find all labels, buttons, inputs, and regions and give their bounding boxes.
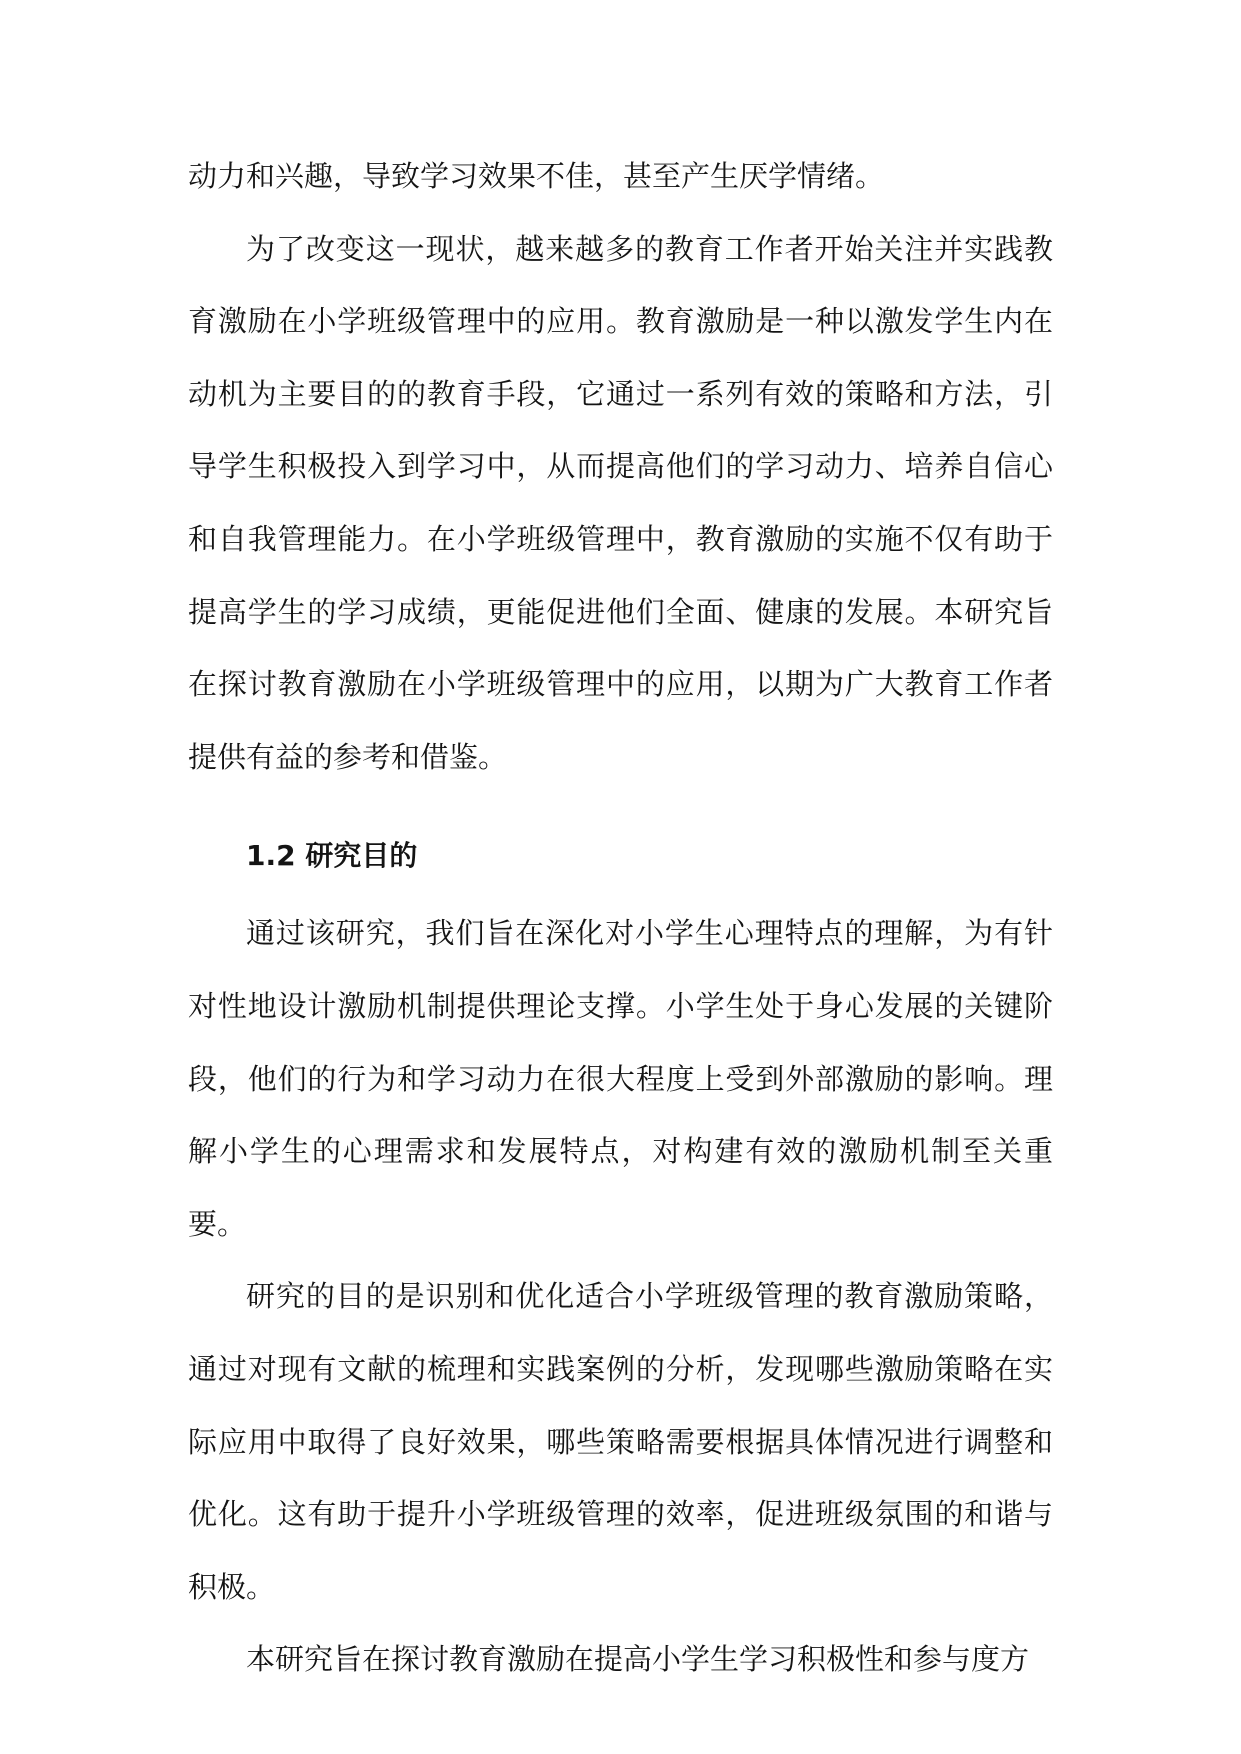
paragraph-background: 为了改变这一现状，越来越多的教育工作者开始关注并实践教育激励在小学班级管理中的应用。教育激励是一种以激发学生内在动机为主要目的的教育手段，它通过一系列有效的策略和方法，引导学生积极投入到学习中，从而提高他们的学习动力、培养自信心和自我管理能力。在小学班级管理中，教育激励的实施不仅有助于提高学生的学习成绩，更能促进他们全面、健康的发展。本研究旨在探讨教育激励在小学班级管理中的应用，以期为广大教育工作者提供有益的参考和借鉴。: [188, 231, 1053, 774]
document-body: [188, 140, 1053, 1696]
section-heading-research-purpose: 1.2 研究目的: [246, 839, 418, 873]
paragraph-purpose-motivation: 本研究旨在探讨教育激励在提高小学生学习积极性和参与度方: [246, 1642, 1030, 1677]
paragraph-purpose-strategies: 研究的目的是识别和优化适合小学班级管理的教育激励策略，通过对现有文献的梳理和实践案例的分析，发现哪些激励策略在实际应用中取得了良好效果，哪些策略需要根据具体情况进行调整和优化。这有助于提升小学班级管理的效率，促进班级氛围的和谐与积极。: [188, 1279, 1053, 1604]
paragraph-purpose-psychology: 通过该研究，我们旨在深化对小学生心理特点的理解，为有针对性地设计激励机制提供理论支撑。小学生处于身心发展的关键阶段，他们的行为和学习动力在很大程度上受到外部激励的影响。理解小学生的心理需求和发展特点，对构建有效的激励机制至关重要。: [188, 916, 1053, 1241]
paragraph-continuation: 动力和兴趣，导致学习效果不佳，甚至产生厌学情绪。: [188, 159, 885, 193]
